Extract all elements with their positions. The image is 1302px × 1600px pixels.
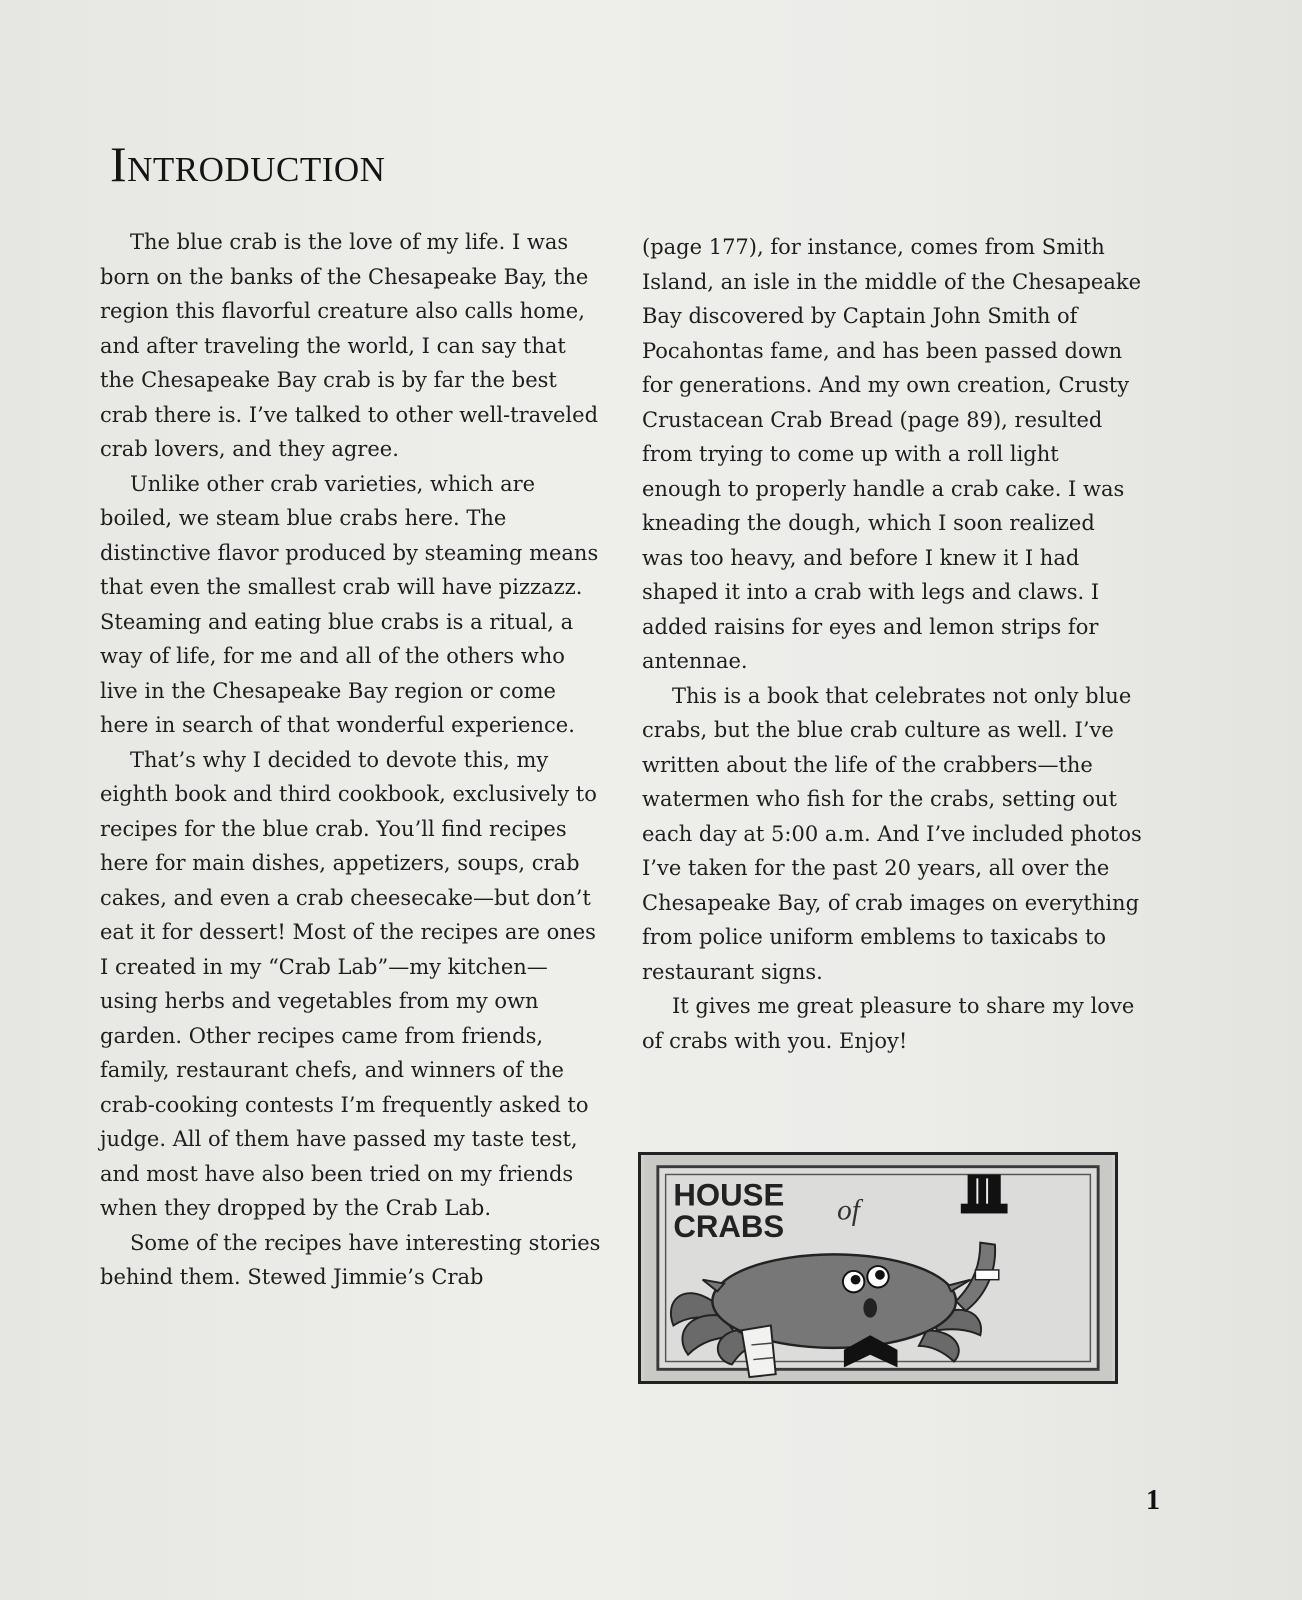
top-hat-icon [961, 1174, 1008, 1213]
page-number: 1 [1146, 1485, 1160, 1516]
sign-text-crabs: CRABS [673, 1208, 785, 1244]
paragraph: Some of the recipes have interesting stories behind them. Stewed Jimmie’s Crab [100, 1230, 601, 1289]
left-column [100, 225, 605, 1295]
paragraph: That’s why I decided to devote this, my eighth book and third cookbook, exclusively to recipes for the blue crab. You’ll find recipes here for main dishes, appetizers, soups, crab cakes, and even a crab cheesecake—but don’t eat it for dessert! Most of the recipes are ones I created in my “Crab Lab”—my kitchen—using herbs and vegetables from my own garden. Other recipes came from friends, family, restaurant chefs, and winners of the crab-cooking contests I’m frequently asked to judge. All of them have passed my taste test, and most have also been tried on my friends when they dropped by the Crab Lab. [100, 747, 597, 1220]
paragraph: It gives me great pleasure to share my love of crabs with you. Enjoy! [642, 994, 1135, 1053]
paragraph: (page 177), for instance, comes from Smith Island, an isle in the middle of the Chesapeake Bay discovered by Captain John Smith of Pocahontas fame, and has been passed down for generations. And my own creation, Crusty Crustacean Crab Bread (page 89), resulted from trying to come up with a roll light enough to properly handle a crab cake. I was kneading the dough, which I soon realized was too heavy, and before I knew it I had shaped it into a crab with legs and claws. I added raisins for eyes and lemon strips for antennae. [642, 235, 1141, 673]
paragraph: This is a book that celebrates not only blue crabs, but the blue crab culture as well. I’ve written about the life of the crabbers—the watermen who fish for the crabs, setting out each day at 5:00 a.m. And I’ve included photos I’ve taken for the past 20 years, all over the Chesapeake Bay, of crab images on everything from police uniform emblems to taxicabs to restaurant signs. [642, 683, 1142, 984]
sign-text-of: of [837, 1194, 860, 1227]
paragraph: The blue crab is the love of my life. I was born on the banks of the Chesapeake Bay, the region this flavorful creature also calls home, and after traveling the world, I can say that the Chesapeake Bay crab is by far the best crab there is. I’ve talked to other well-traveled crab lovers, and they agree. [100, 230, 599, 461]
house-of-crabs-photo [638, 1152, 1118, 1384]
paragraph: Unlike other crab varieties, which are boiled, we steam blue crabs here. The distinctive flavor produced by steaming means that even the smallest crab will have pizzazz. Steaming and eating blue crabs is a ritual, a way of life, for me and all of the others who live in the Chesapeake Bay region or come here in search of that wonderful experience. [100, 471, 599, 737]
sign-text-house: HOUSE [673, 1177, 785, 1213]
page-title: Introduction [110, 136, 386, 192]
right-column [642, 230, 1142, 1058]
house-of-crabs-sign [641, 1155, 1115, 1381]
